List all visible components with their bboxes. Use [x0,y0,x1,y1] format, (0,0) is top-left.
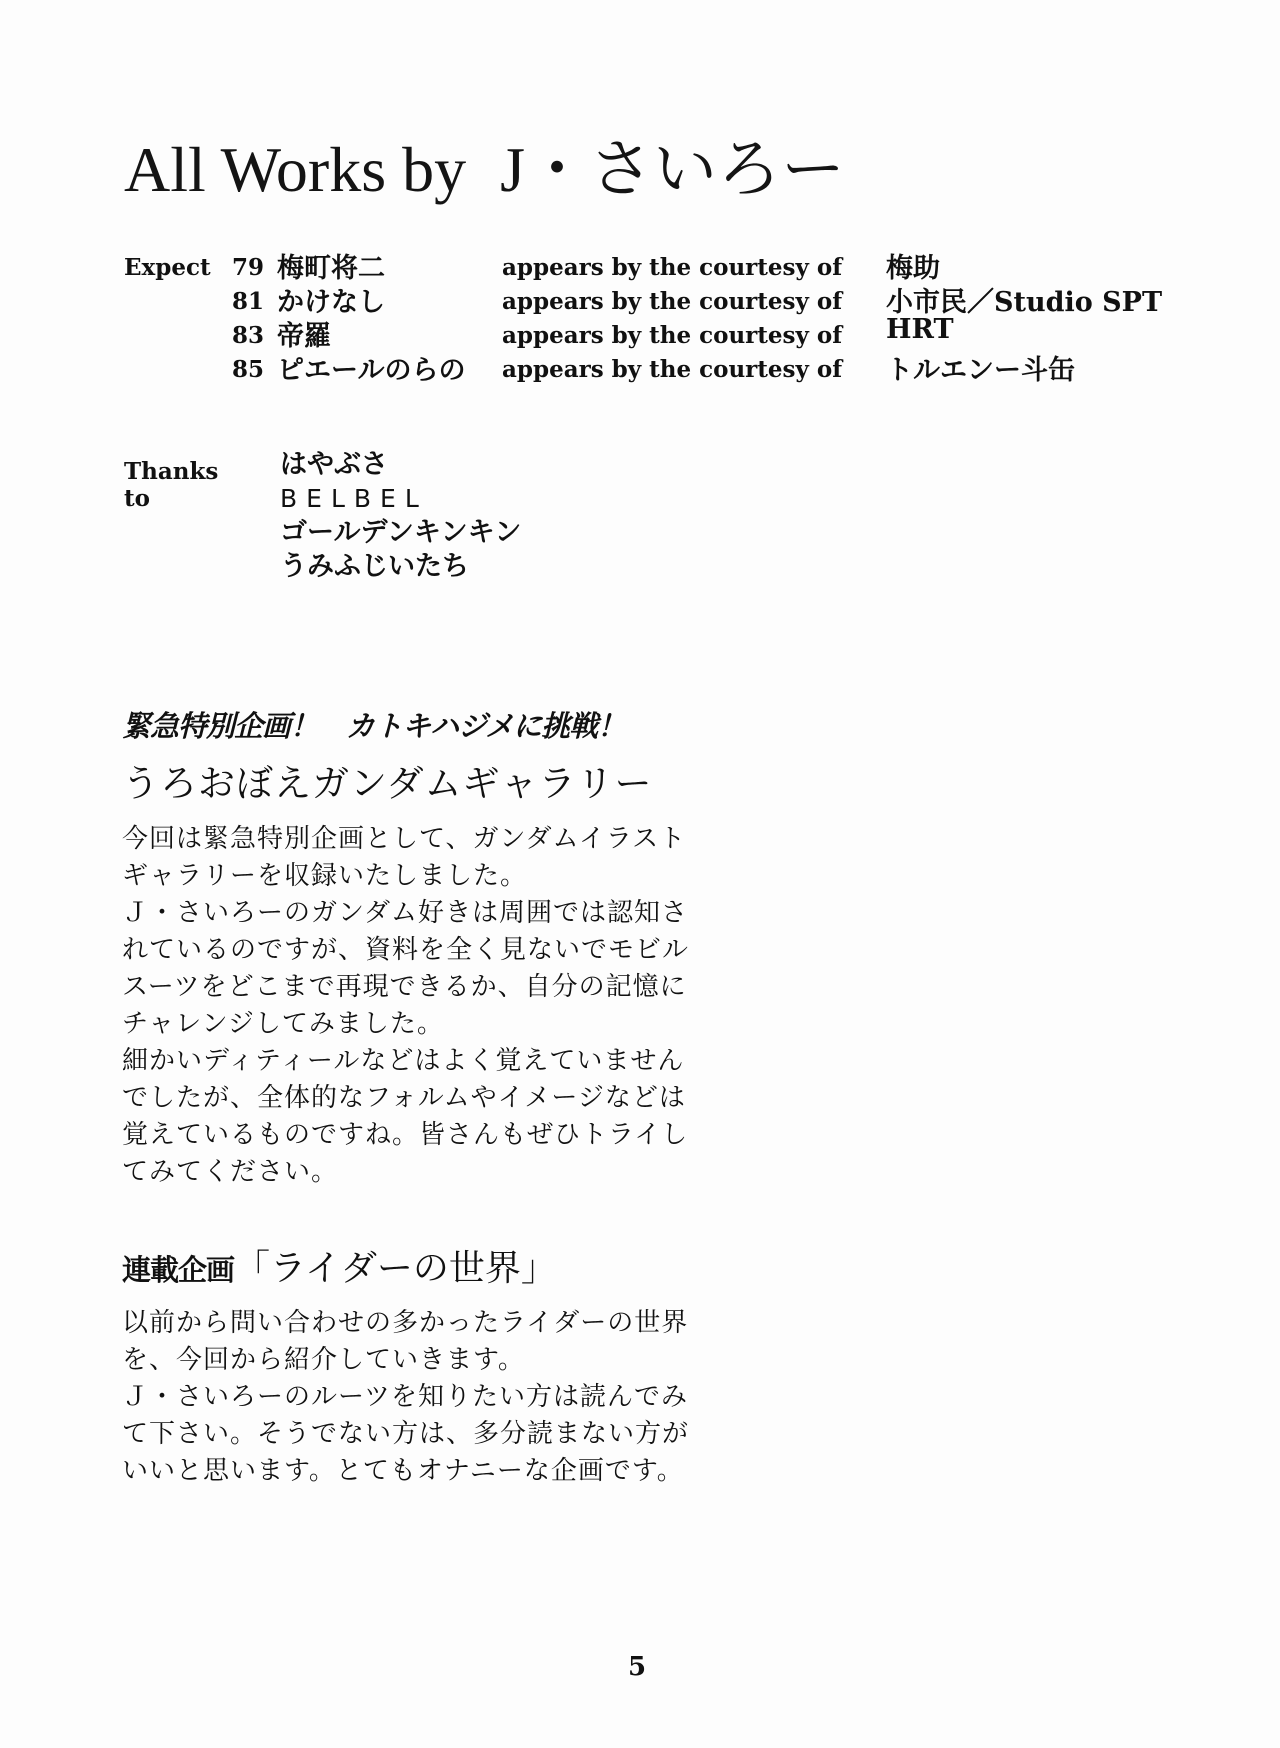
thanks-list [280,448,521,584]
credit-work: かけなし [277,287,385,318]
rider-heading: 「ライダーの世界」 [234,1248,557,1289]
credit-row [124,246,1164,284]
thanks-name: ゴールデンキンキン [280,517,522,548]
thanks-lead: Thanks to [124,458,219,512]
page-number: 5 [628,1652,647,1682]
body-line: 細かいディティールなどはよく覚えていません [122,1046,685,1076]
credit-number: 79 [232,254,265,281]
credit-work: 帝羅 [277,321,331,352]
body-line: Ｊ・さいろーのガンダム好きは周囲では認知さ [122,898,688,928]
body-line: を、今回から紹介していきます。 [122,1345,525,1375]
body-line: チャレンジしてみました。 [122,1009,444,1039]
body-line: Ｊ・さいろーのルーツを知りたい方は読んでみ [122,1382,688,1412]
rider-body [122,1305,722,1490]
credit-owner: トルエンー斗缶 [886,355,1075,386]
credit-row [124,348,1164,386]
gallery-body [122,821,722,1191]
credit-owner: 小市民／Studio SPT [886,287,1163,318]
credit-number: 85 [232,356,265,383]
thanks-name: はやぶさ [280,449,388,480]
credit-row [124,280,1164,318]
body-line: れているのですが、資料を全く見ないでモビル [122,935,690,965]
body-line: て下さい。そうでない方は、多分読まない方が [122,1419,690,1449]
title-author: J・さいろー [500,134,846,205]
credit-work: 梅町将二 [277,253,385,284]
credit-work: ピエールのらの [277,355,466,386]
credit-number: 81 [232,288,265,315]
page-title [124,118,845,210]
rider-section [122,1240,722,1490]
title-main: All Works by [124,134,467,205]
body-line: 以前から問い合わせの多かったライダーの世界 [122,1308,689,1338]
body-line: 今回は緊急特別企画として、ガンダムイラスト [122,824,687,854]
body-line: いいと思います。とてもオナニーな企画です。 [122,1456,684,1486]
credits-lead: Expect [124,254,211,281]
gallery-kicker: 緊急特別企画！ カトキハジメに挑戦！ [122,709,626,743]
gallery-section [122,704,722,1191]
credit-row [124,314,1164,352]
gallery-heading: うろおぼえガンダムギャラリー [122,762,653,805]
credit-courtesy: appears by the courtesy of [502,288,843,315]
rider-kicker: 連載企画 [122,1253,235,1287]
credit-owner: HRT [886,314,954,345]
credit-courtesy: appears by the courtesy of [502,322,843,349]
body-line: てみてください。 [122,1157,339,1187]
credit-number: 83 [232,322,265,349]
credit-courtesy: appears by the courtesy of [502,356,843,383]
body-line: スーツをどこまで再現できるか、自分の記憶に [122,972,687,1002]
rider-header [122,1240,722,1291]
body-line: でしたが、全体的なフォルムやイメージなどは [122,1083,686,1113]
thanks-name: うみふじいたち [280,551,469,582]
credit-courtesy: appears by the courtesy of [502,254,843,281]
credit-owner: 梅助 [886,253,940,284]
body-line: ギャラリーを収録いたしました。 [122,861,528,891]
thanks-name: BELBEL [280,484,428,513]
body-line: 覚えているものですね。皆さんもぜひトライし [122,1120,689,1150]
